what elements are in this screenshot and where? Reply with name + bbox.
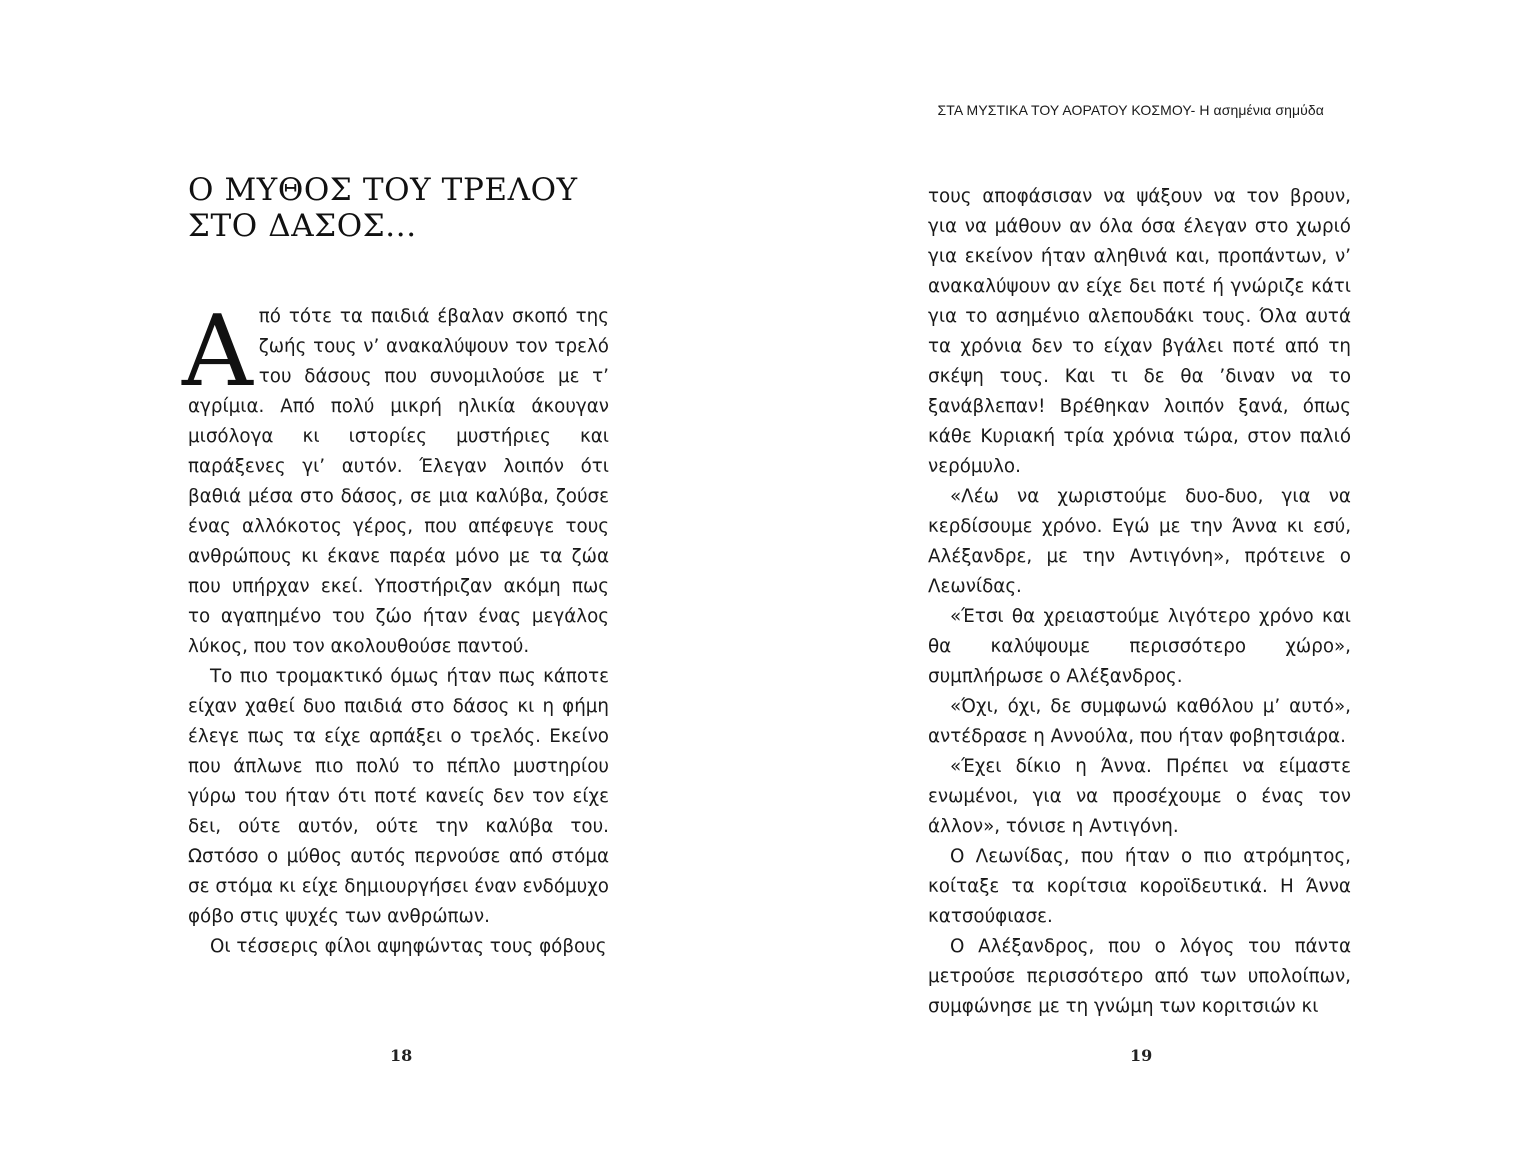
paragraph: τους αποφάσισαν να ψάξουν να τον βρουν, για να μάθουν αν όλα όσα έλεγαν στο χωριό για εκείνον ήταν αληθινά και, προπάντων, ν’ ανακαλύψουν αν είχε δει ποτέ ή γνώριζε κάτι για το ασημένιο αλεπουδάκι τους. Όλα αυτά τα χρόνια δεν το είχαν βγάλει ποτέ από τη σκέψη τους. Και τι δε θα ’διναν να το ξανάβλεπαν! Βρέθηκαν λοιπόν ξανά, όπως κάθε Κυριακή τρία χρόνια τώρα, στον παλιό νερόμυλο. [928, 186, 1351, 477]
paragraph: «Όχι, όχι, δε συμφωνώ καθόλου μ’ αυτό», αντέδρασε η Αννούλα, που ήταν φοβητσιάρα. [928, 696, 1351, 747]
chapter-title-line-2: ΣΤΟ ΔΑΣΟΣ... [188, 208, 417, 244]
right-page-body [928, 182, 1351, 1022]
paragraph [182, 295, 609, 662]
chapter-title-line-1: Ο ΜΥΘΟΣ ΤΟΥ ΤΡΕΛΟΥ [188, 172, 578, 208]
drop-cap: Α [182, 295, 253, 409]
paragraph: «Λέω να χωριστούμε δυο-δυο, για να κερδίσουμε χρόνο. Εγώ με την Άννα κι εσύ, Αλέξανδρε, με την Αντιγόνη», πρότεινε ο Λεωνίδας. [928, 486, 1351, 597]
paragraph: «Έχει δίκιο η Άννα. Πρέπει να είμαστε ενωμένοι, για να προσέχουμε ο ένας τον άλλον», τόνισε η Αντιγόνη. [928, 756, 1351, 837]
paragraph: «Έτσι θα χρειαστούμε λιγότερο χρόνο και θα καλύψουμε περισσότερο χώρο», συμπλήρωσε ο Αλέξανδρος. [928, 606, 1351, 687]
paragraph: Ο Αλέξανδρος, που ο λόγος του πάντα μετρούσε περισσότερο από των υπολοίπων, συμφώνησε με τη γνώμη των κοριτσιών κι [928, 936, 1351, 1017]
page-number: 19 [1130, 1046, 1153, 1065]
chapter-title [188, 172, 578, 244]
paragraph: Το πιο τρομακτικό όμως ήταν πως κάποτε είχαν χαθεί δυο παιδιά στο δάσος κι η φήμη έλεγε πως τα είχε αρπάξει ο τρελός. Εκείνο που άπλωνε πιο πολύ το πέπλο μυστηρίου γύρω του ήταν ότι ποτέ κανείς δεν τον είχε δει, ούτε αυτόν, ούτε την καλύβα του. Ωστόσο ο μύθος αυτός περνούσε από στόμα σε στόμα κι είχε δημιουργήσει έναν ενδόμυχο φόβο στις ψυχές των ανθρώπων. [188, 666, 609, 927]
paragraph-text: πό τότε τα παιδιά έβαλαν σκοπό της ζωής τους ν’ ανακαλύψουν τον τρελό του δάσους που συνομιλούσε με τ’ αγρίμια. Από πολύ μικρή ηλικία άκουγαν μισόλογα κι ιστορίες μυστήριες και παράξενες γι’ αυτόν. Έλεγαν λοιπόν ότι βαθιά μέσα στο δάσος, σε μια καλύβα, ζούσε ένας αλλόκοτος γέρος, που απέφευγε τους ανθρώπους κι έκανε παρέα μόνο με τα ζώα που υπήρχαν εκεί. Υποστήριζαν ακόμη πως το αγαπημένο του ζώο ήταν ένας μεγάλος λύκος, που τον ακολουθούσε παντού. [188, 306, 609, 657]
page-number: 18 [390, 1046, 413, 1065]
paragraph: Οι τέσσερις φίλοι αψηφώντας τους φόβους [210, 936, 607, 957]
running-head: ΣΤΑ ΜΥΣΤΙΚΑ ΤΟΥ ΑΟΡΑΤΟΥ ΚΟΣΜΟΥ- Η ασημένια σημύδα [937, 102, 1324, 118]
left-page-body [182, 295, 609, 962]
paragraph: Ο Λεωνίδας, που ήταν ο πιο ατρόμητος, κοίταξε τα κορίτσια κοροϊδευτικά. Η Άννα κατσούφιασε. [928, 846, 1351, 927]
